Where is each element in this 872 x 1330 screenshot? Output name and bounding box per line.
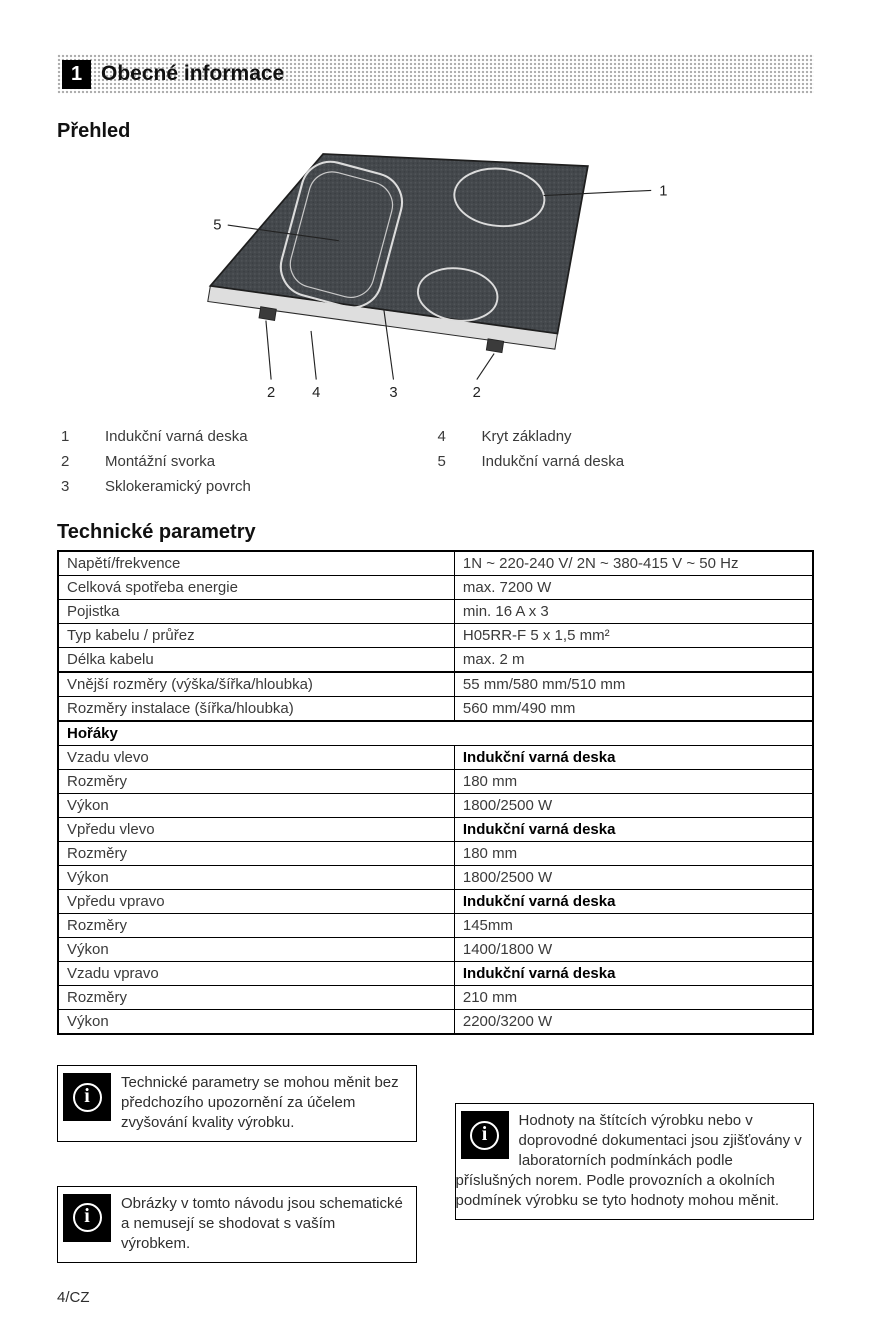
info-icon — [63, 1194, 111, 1242]
legend-item-label: Sklokeramický povrch — [105, 478, 251, 495]
overview-heading: Přehled — [57, 120, 131, 142]
tech-row — [58, 866, 813, 890]
legend-item-number: 1 — [61, 428, 70, 445]
tech-param-value: max. 2 m — [454, 648, 813, 673]
mounting-clamp-left — [258, 307, 275, 321]
legend — [61, 424, 814, 499]
tech-param-value: 1N ~ 220-240 V/ 2N ~ 380-415 V ~ 50 Hz — [454, 551, 813, 576]
legend-column-left — [61, 424, 438, 499]
callout-4: 4 — [311, 384, 320, 401]
tech-param-label: Výkon — [58, 794, 454, 818]
tech-param-value: 145mm — [454, 914, 813, 938]
info-icon-glyph: i — [73, 1203, 102, 1232]
note-box-figures — [57, 1186, 417, 1263]
tech-param-label: Rozměry — [58, 986, 454, 1010]
tech-row — [58, 914, 813, 938]
tech-param-value: Indukční varná deska — [454, 962, 813, 986]
tech-row — [58, 986, 813, 1010]
tech-param-value: 180 mm — [454, 770, 813, 794]
notes-area — [57, 1065, 814, 1263]
tech-param-value: 1800/2500 W — [454, 794, 813, 818]
tech-parameters-heading: Technické parametry — [57, 521, 256, 543]
tech-param-label: Vzadu vlevo — [58, 746, 454, 770]
tech-param-label: Vpředu vlevo — [58, 818, 454, 842]
legend-item-number: 3 — [61, 478, 70, 495]
legend-item-label: Montážní svorka — [105, 453, 216, 470]
section-title: Obecné informace — [101, 62, 285, 85]
mounting-clamp-right — [486, 339, 503, 353]
page-number: 4/CZ — [57, 1288, 90, 1306]
notes-column-right — [455, 1065, 815, 1263]
tech-param-value: Indukční varná deska — [454, 818, 813, 842]
tech-section-row — [58, 721, 813, 746]
tech-param-label: Výkon — [58, 866, 454, 890]
legend-column-right — [438, 424, 815, 499]
info-icon — [63, 1073, 111, 1121]
info-icon-glyph: i — [73, 1083, 102, 1112]
tech-row — [58, 648, 813, 673]
tech-row — [58, 576, 813, 600]
hob-diagram-svg — [193, 147, 679, 416]
note-text: Hodnoty na štítcích výrobku nebo v doprovodné dokumentaci jsou zjišťovány v laboratorních podmínkách podle příslušných norem. Podle provozních a okolních podmínek výrobku se tyto hodnoty mohou měnit. — [455, 1112, 802, 1209]
tech-row — [58, 600, 813, 624]
tech-row — [58, 962, 813, 986]
callout-2-left: 2 — [266, 384, 275, 401]
callout-2-right: 2 — [472, 384, 481, 401]
tech-row — [58, 818, 813, 842]
legend-item — [438, 424, 815, 449]
tech-param-label: Napětí/frekvence — [58, 551, 454, 576]
tech-param-value: H05RR-F 5 x 1,5 mm² — [454, 624, 813, 648]
tech-parameters-table — [57, 550, 814, 1035]
section-number-badge: 1 — [62, 60, 91, 89]
tech-param-value: 1800/2500 W — [454, 866, 813, 890]
tech-row — [58, 746, 813, 770]
tech-param-value: min. 16 A x 3 — [454, 600, 813, 624]
tech-param-value: 210 mm — [454, 986, 813, 1010]
tech-section-label: Hořáky — [58, 721, 813, 746]
tech-param-label: Výkon — [58, 1010, 454, 1035]
tech-row — [58, 842, 813, 866]
note-box-label-values — [455, 1103, 815, 1220]
tech-row — [58, 794, 813, 818]
note-text: Technické parametry se mohou měnit bez předchozího upozornění za účelem zvyšování kvality výrobku. — [121, 1074, 399, 1131]
legend-item — [61, 424, 438, 449]
tech-param-value: 1400/1800 W — [454, 938, 813, 962]
tech-param-label: Rozměry instalace (šířka/hloubka) — [58, 697, 454, 722]
tech-row — [58, 938, 813, 962]
info-icon — [461, 1111, 509, 1159]
tech-row — [58, 770, 813, 794]
tech-param-label: Pojistka — [58, 600, 454, 624]
callout-3: 3 — [388, 384, 398, 401]
tech-row — [58, 697, 813, 722]
callout-line-2-left — [265, 321, 270, 380]
tech-param-label: Rozměry — [58, 770, 454, 794]
note-text: Obrázky v tomto návodu jsou schematické a nemusejí se shodovat s vaším výrobkem. — [121, 1194, 403, 1252]
tech-param-label: Rozměry — [58, 914, 454, 938]
callout-5: 5 — [212, 217, 221, 234]
tech-row — [58, 551, 813, 576]
tech-param-label: Výkon — [58, 938, 454, 962]
legend-item-label: Indukční varná deska — [481, 453, 625, 470]
legend-item — [438, 449, 815, 474]
note-box-parameters — [57, 1065, 417, 1142]
hob-diagram — [176, 147, 696, 416]
tech-param-value: Indukční varná deska — [454, 890, 813, 914]
tech-param-value: 560 mm/490 mm — [454, 697, 813, 722]
tech-row — [58, 624, 813, 648]
tech-row — [58, 672, 813, 697]
tech-param-label: Typ kabelu / průřez — [58, 624, 454, 648]
legend-item — [61, 449, 438, 474]
legend-item — [61, 474, 438, 499]
tech-param-label: Vpředu vpravo — [58, 890, 454, 914]
tech-param-value: Indukční varná deska — [454, 746, 813, 770]
tech-param-value: max. 7200 W — [454, 576, 813, 600]
legend-item-label: Indukční varná deska — [105, 428, 248, 445]
tech-param-value: 2200/3200 W — [454, 1010, 813, 1035]
callout-line-2-right — [476, 354, 493, 380]
callout-1: 1 — [658, 183, 667, 200]
legend-item-number: 5 — [437, 453, 446, 470]
tech-param-label: Vnější rozměry (výška/šířka/hloubka) — [58, 672, 454, 697]
legend-item-label: Kryt základny — [481, 428, 572, 445]
legend-item-number: 2 — [61, 453, 70, 470]
tech-param-value: 55 mm/580 mm/510 mm — [454, 672, 813, 697]
tech-param-label: Vzadu vpravo — [58, 962, 454, 986]
tech-param-label: Délka kabelu — [58, 648, 454, 673]
tech-param-value: 180 mm — [454, 842, 813, 866]
tech-row — [58, 1010, 813, 1035]
tech-row — [58, 890, 813, 914]
tech-param-label: Celková spotřeba energie — [58, 576, 454, 600]
tech-param-label: Rozměry — [58, 842, 454, 866]
legend-item-number: 4 — [437, 428, 446, 445]
callout-line-4 — [311, 331, 316, 380]
info-icon-glyph: i — [470, 1121, 499, 1150]
notes-column-left — [57, 1065, 417, 1263]
section-header — [57, 54, 814, 94]
